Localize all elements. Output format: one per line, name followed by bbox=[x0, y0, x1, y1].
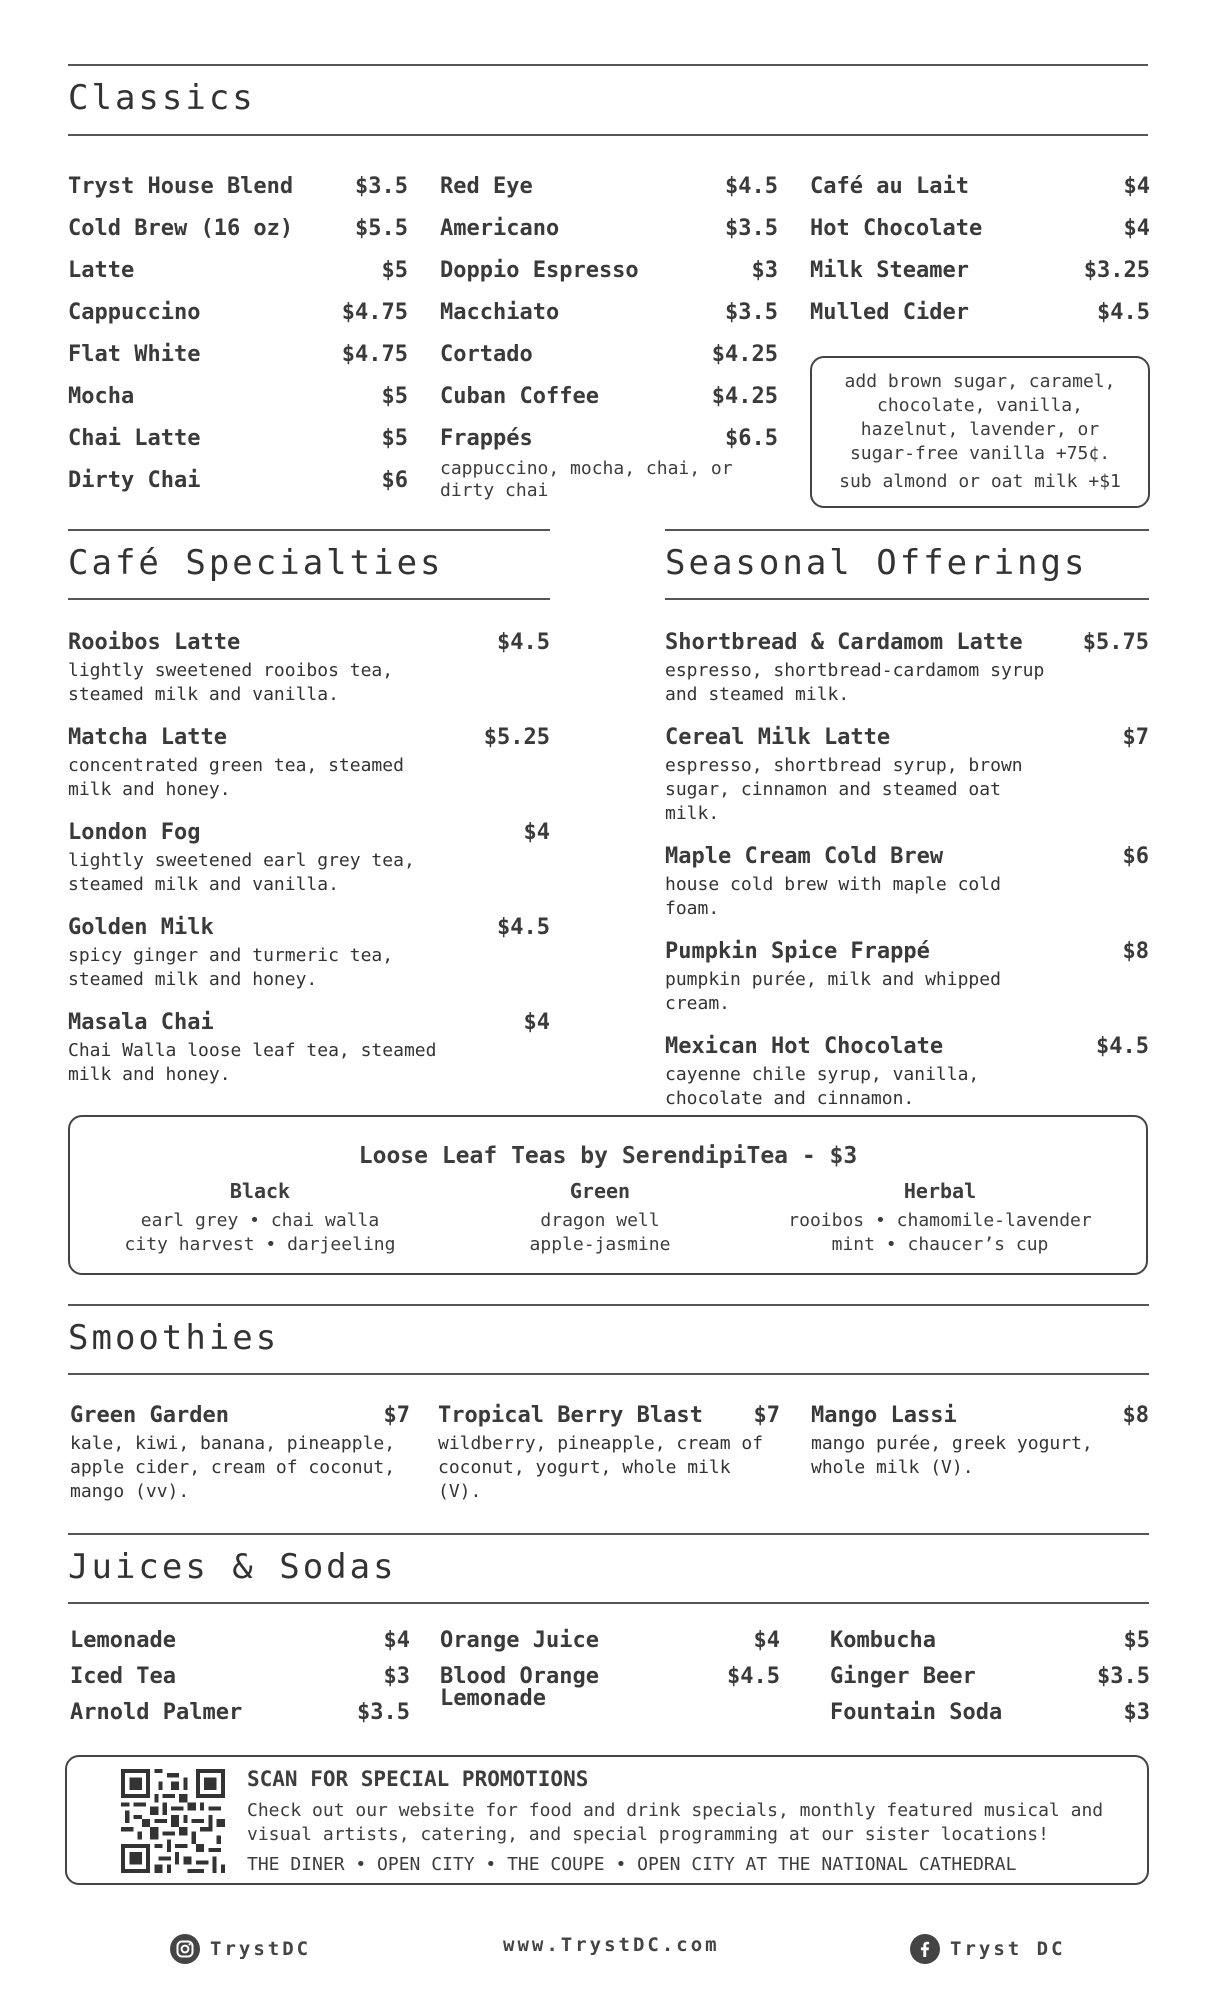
item-name: Shortbread & Cardamom Latte bbox=[665, 630, 1023, 655]
menu-item-row bbox=[68, 258, 408, 300]
item-name: Americano bbox=[440, 216, 560, 241]
item-price: $4 bbox=[1123, 216, 1150, 241]
item-price: $5 bbox=[381, 426, 408, 451]
item-name: Kombucha bbox=[830, 1628, 936, 1653]
item-name: Cuban Coffee bbox=[440, 384, 599, 409]
item-price: $3.5 bbox=[725, 300, 778, 325]
item-name: Doppio Espresso bbox=[440, 258, 639, 283]
item-price: $3.5 bbox=[725, 216, 778, 241]
item-name: Mexican Hot Chocolate bbox=[665, 1034, 944, 1059]
item-description: mango purée, greek yogurt, whole milk (V). bbox=[811, 1433, 1093, 1478]
menu-item-row bbox=[440, 1628, 780, 1664]
menu-item-row bbox=[68, 915, 550, 940]
specialties-title: Café Specialties bbox=[68, 543, 444, 583]
item-price: $7 bbox=[753, 1403, 780, 1428]
smoothies-top-rule bbox=[68, 1304, 1149, 1306]
item-price: $4 bbox=[383, 1628, 410, 1653]
item-description: wildberry, pineapple, cream of coconut, yogurt, whole milk (V). bbox=[438, 1433, 764, 1502]
menu-item-row bbox=[68, 1010, 550, 1035]
item-name: Macchiato bbox=[440, 300, 560, 325]
item-name: Ginger Beer bbox=[830, 1664, 976, 1689]
item-name: Frappés bbox=[440, 426, 533, 451]
instagram-link[interactable] bbox=[170, 1934, 311, 1964]
item-price: $5.25 bbox=[483, 725, 550, 750]
item-price: $4 bbox=[753, 1628, 780, 1653]
item-price: $5 bbox=[1123, 1628, 1150, 1653]
menu-item-row bbox=[68, 725, 550, 750]
item-name: Flat White bbox=[68, 342, 201, 367]
item-name: Mocha bbox=[68, 384, 135, 409]
menu-item-row bbox=[68, 174, 408, 216]
item-name: Red Eye bbox=[440, 174, 533, 199]
menu-item bbox=[665, 939, 1149, 1016]
juices-top-rule bbox=[68, 1533, 1149, 1535]
item-name: Maple Cream Cold Brew bbox=[665, 844, 944, 869]
instagram-icon bbox=[170, 1934, 200, 1964]
menu-item bbox=[665, 630, 1149, 707]
teas-title: Loose Leaf Teas by SerendipiTea - $3 bbox=[358, 1143, 858, 1169]
item-name: Tropical Berry Blast bbox=[438, 1403, 703, 1428]
smoothies-title: Smoothies bbox=[68, 1318, 280, 1358]
item-name: Green Garden bbox=[70, 1403, 229, 1428]
item-name: Orange Juice bbox=[440, 1628, 599, 1653]
instagram-handle: TrystDC bbox=[210, 1938, 312, 1960]
menu-item bbox=[68, 1010, 550, 1087]
menu-item-row bbox=[70, 1628, 410, 1664]
menu-item-row bbox=[665, 844, 1149, 869]
item-description: house cold brew with maple cold foam. bbox=[665, 874, 1001, 919]
item-price: $4.25 bbox=[711, 342, 778, 367]
item-name: Cortado bbox=[440, 342, 533, 367]
menu-item-row bbox=[68, 342, 408, 384]
item-price: $7 bbox=[383, 1403, 410, 1428]
item-name: London Fog bbox=[68, 820, 201, 845]
classics-column-1 bbox=[68, 174, 408, 510]
top-rule bbox=[68, 64, 1148, 66]
menu-item-row bbox=[438, 1403, 780, 1428]
menu-item-row bbox=[68, 216, 408, 258]
item-name: Cappuccino bbox=[68, 300, 201, 325]
smoothies-rule bbox=[68, 1373, 1149, 1375]
item-price: $3.5 bbox=[355, 174, 408, 199]
tea-black-line1: earl grey • chai walla bbox=[140, 1210, 380, 1231]
menu-item-row bbox=[68, 630, 550, 655]
menu-item-row bbox=[810, 258, 1150, 300]
menu-item-row bbox=[665, 725, 1149, 750]
menu-item-row bbox=[70, 1403, 410, 1428]
item-price: $5 bbox=[381, 258, 408, 283]
item-price: $4.5 bbox=[497, 630, 550, 655]
item-name: Chai Latte bbox=[68, 426, 201, 451]
specialties-rule bbox=[68, 598, 550, 600]
facebook-handle: Tryst DC bbox=[950, 1938, 1066, 1960]
classics-title: Classics bbox=[68, 78, 256, 118]
item-price: $3.5 bbox=[357, 1700, 410, 1725]
menu-item-row bbox=[68, 426, 408, 468]
menu-item-row bbox=[68, 384, 408, 426]
juices-rule bbox=[68, 1602, 1149, 1604]
tea-herbal-head: Herbal bbox=[903, 1179, 977, 1203]
seasonal-top-rule bbox=[665, 529, 1149, 531]
menu-item-row bbox=[810, 216, 1150, 258]
classics-rule bbox=[68, 134, 1148, 136]
item-price: $3.25 bbox=[1083, 258, 1150, 283]
tea-black-line2: city harvest • darjeeling bbox=[124, 1234, 396, 1255]
tea-green-line2: apple-jasmine bbox=[529, 1234, 671, 1255]
menu-item bbox=[665, 725, 1149, 826]
tea-green-head: Green bbox=[569, 1179, 631, 1203]
tea-black-head: Black bbox=[229, 1179, 291, 1203]
tea-green-line1: dragon well bbox=[540, 1210, 660, 1231]
item-price: $3 bbox=[1123, 1700, 1150, 1725]
tea-herbal bbox=[770, 1179, 1110, 1257]
menu-item-row bbox=[811, 1403, 1149, 1428]
item-name: Golden Milk bbox=[68, 915, 214, 940]
menu-item-row bbox=[665, 1034, 1149, 1059]
item-price: $7 bbox=[1122, 725, 1149, 750]
menu-item-row bbox=[68, 820, 550, 845]
item-name: Arnold Palmer bbox=[70, 1700, 243, 1725]
specialties-list bbox=[68, 630, 550, 1105]
item-name: Mango Lassi bbox=[811, 1403, 957, 1428]
item-price: $4 bbox=[523, 820, 550, 845]
item-price: $4.5 bbox=[1096, 1034, 1149, 1059]
promo-locations: THE DINER • OPEN CITY • THE COUPE • OPEN CITY AT THE NATIONAL CATHEDRAL bbox=[247, 1854, 1017, 1875]
item-price: $8 bbox=[1122, 939, 1149, 964]
item-description: espresso, shortbread syrup, brown sugar, cinnamon and steamed oat milk. bbox=[665, 755, 1023, 824]
item-name: Masala Chai bbox=[68, 1010, 214, 1035]
promo-title: SCAN FOR SPECIAL PROMOTIONS bbox=[247, 1767, 589, 1791]
seasonal-list bbox=[665, 630, 1149, 1129]
item-description: lightly sweetened rooibos tea, steamed milk and vanilla. bbox=[68, 660, 394, 705]
item-price: $4.5 bbox=[725, 174, 778, 199]
item-description: cayenne chile syrup, vanilla, chocolate and cinnamon. bbox=[665, 1064, 980, 1109]
item-price: $4.75 bbox=[341, 342, 408, 367]
menu-item-row bbox=[440, 258, 778, 300]
menu-item-row bbox=[440, 216, 778, 258]
menu-item bbox=[68, 630, 550, 707]
menu-item-row bbox=[440, 1664, 780, 1710]
frappe-note: cappuccino, mocha, chai, or dirty chai bbox=[440, 458, 733, 501]
item-description: Chai Walla loose leaf tea, steamed milk and honey. bbox=[68, 1040, 437, 1085]
menu-item-row bbox=[830, 1664, 1150, 1700]
menu-item-row bbox=[440, 384, 778, 426]
item-price: $5 bbox=[381, 384, 408, 409]
classics-column-3 bbox=[810, 174, 1150, 342]
item-price: $4.5 bbox=[727, 1664, 780, 1689]
menu-item-row bbox=[70, 1664, 410, 1700]
website-link[interactable] bbox=[503, 1934, 720, 1956]
item-name: Lemonade bbox=[70, 1628, 176, 1653]
menu-item bbox=[68, 915, 550, 992]
menu-item-row bbox=[830, 1700, 1150, 1736]
item-price: $6 bbox=[381, 468, 408, 493]
menu-item-row bbox=[665, 630, 1149, 655]
menu-item-row bbox=[70, 1700, 410, 1736]
item-name: Pumpkin Spice Frappé bbox=[665, 939, 930, 964]
item-name: Cereal Milk Latte bbox=[665, 725, 891, 750]
item-description: kale, kiwi, banana, pineapple, apple cider, cream of coconut, mango (vv). bbox=[70, 1433, 396, 1502]
addons-text: add brown sugar, caramel, chocolate, vanilla, hazelnut, lavender, or sugar-free vanilla +75¢. bbox=[844, 371, 1116, 464]
facebook-icon bbox=[910, 1934, 940, 1964]
juices-title: Juices & Sodas bbox=[68, 1547, 397, 1587]
menu-item-row bbox=[810, 174, 1150, 216]
item-price: $4.5 bbox=[497, 915, 550, 940]
addons-box bbox=[810, 356, 1150, 508]
qr-code-icon[interactable] bbox=[121, 1769, 225, 1873]
item-price: $8 bbox=[1122, 1403, 1149, 1428]
menu-item bbox=[68, 725, 550, 802]
smoothie-item bbox=[70, 1403, 410, 1504]
item-name: Milk Steamer bbox=[810, 258, 969, 283]
smoothie-item bbox=[811, 1403, 1149, 1480]
item-description: pumpkin purée, milk and whipped cream. bbox=[665, 969, 1001, 1014]
menu-item-row bbox=[665, 939, 1149, 964]
item-description: lightly sweetened earl grey tea, steamed milk and vanilla. bbox=[68, 850, 415, 895]
item-price: $4 bbox=[1123, 174, 1150, 199]
teas-box bbox=[68, 1115, 1148, 1275]
item-price: $6.5 bbox=[725, 426, 778, 451]
menu-item bbox=[665, 844, 1149, 921]
item-price: $5.75 bbox=[1082, 630, 1149, 655]
promo-body: Check out our website for food and drink specials, monthly featured musical and visual artists, catering, and special programming at our sister locations! bbox=[247, 1800, 1104, 1845]
menu-item-row bbox=[830, 1628, 1150, 1664]
item-name: Dirty Chai bbox=[68, 468, 201, 493]
item-price: $4.75 bbox=[341, 300, 408, 325]
website-url: www.TrystDC.com bbox=[503, 1934, 720, 1956]
menu-item-row bbox=[810, 300, 1150, 342]
juices-column-2 bbox=[440, 1628, 780, 1710]
facebook-link[interactable] bbox=[910, 1934, 1066, 1964]
item-name: Matcha Latte bbox=[68, 725, 227, 750]
item-name: Hot Chocolate bbox=[810, 216, 983, 241]
tea-black bbox=[110, 1179, 410, 1257]
promo-box bbox=[65, 1755, 1149, 1885]
menu-item-row bbox=[68, 468, 408, 510]
item-description: espresso, shortbread-cardamom syrup and steamed milk. bbox=[665, 660, 1045, 705]
item-name: Café au Lait bbox=[810, 174, 969, 199]
item-price: $3.5 bbox=[1097, 1664, 1150, 1689]
item-description: spicy ginger and turmeric tea, steamed milk and honey. bbox=[68, 945, 394, 990]
menu-item bbox=[68, 820, 550, 897]
menu-item-row bbox=[440, 342, 778, 384]
item-name: Iced Tea bbox=[70, 1664, 176, 1689]
item-description: concentrated green tea, steamed milk and honey. bbox=[68, 755, 404, 800]
menu-item-row bbox=[440, 300, 778, 342]
seasonal-rule bbox=[665, 598, 1149, 600]
item-price: $3 bbox=[383, 1664, 410, 1689]
smoothie-item bbox=[438, 1403, 780, 1504]
item-price: $4.5 bbox=[1097, 300, 1150, 325]
item-name: Fountain Soda bbox=[830, 1700, 1003, 1725]
menu-item-row bbox=[440, 174, 778, 216]
item-name: Mulled Cider bbox=[810, 300, 969, 325]
item-name: Rooibos Latte bbox=[68, 630, 241, 655]
juices-column-1 bbox=[70, 1628, 410, 1736]
tea-herbal-line2: mint • chaucer’s cup bbox=[831, 1234, 1049, 1255]
specialties-top-rule bbox=[68, 529, 550, 531]
item-name: Blood Orange Lemonade bbox=[440, 1664, 599, 1711]
item-price: $4.25 bbox=[711, 384, 778, 409]
item-price: $6 bbox=[1122, 844, 1149, 869]
tea-green bbox=[450, 1179, 750, 1257]
menu-item-row bbox=[68, 300, 408, 342]
item-price: $4 bbox=[523, 1010, 550, 1035]
item-name: Latte bbox=[68, 258, 135, 283]
item-price: $3 bbox=[751, 258, 778, 283]
classics-column-2 bbox=[440, 174, 778, 468]
milk-sub-text: sub almond or oat milk +$1 bbox=[839, 471, 1121, 492]
juices-column-3 bbox=[830, 1628, 1150, 1736]
item-name: Cold Brew (16 oz) bbox=[68, 216, 294, 241]
tea-herbal-line1: rooibos • chamomile-lavender bbox=[788, 1210, 1092, 1231]
item-name: Tryst House Blend bbox=[68, 174, 294, 199]
item-price: $5.5 bbox=[355, 216, 408, 241]
seasonal-title: Seasonal Offerings bbox=[665, 543, 1088, 583]
menu-item bbox=[665, 1034, 1149, 1111]
